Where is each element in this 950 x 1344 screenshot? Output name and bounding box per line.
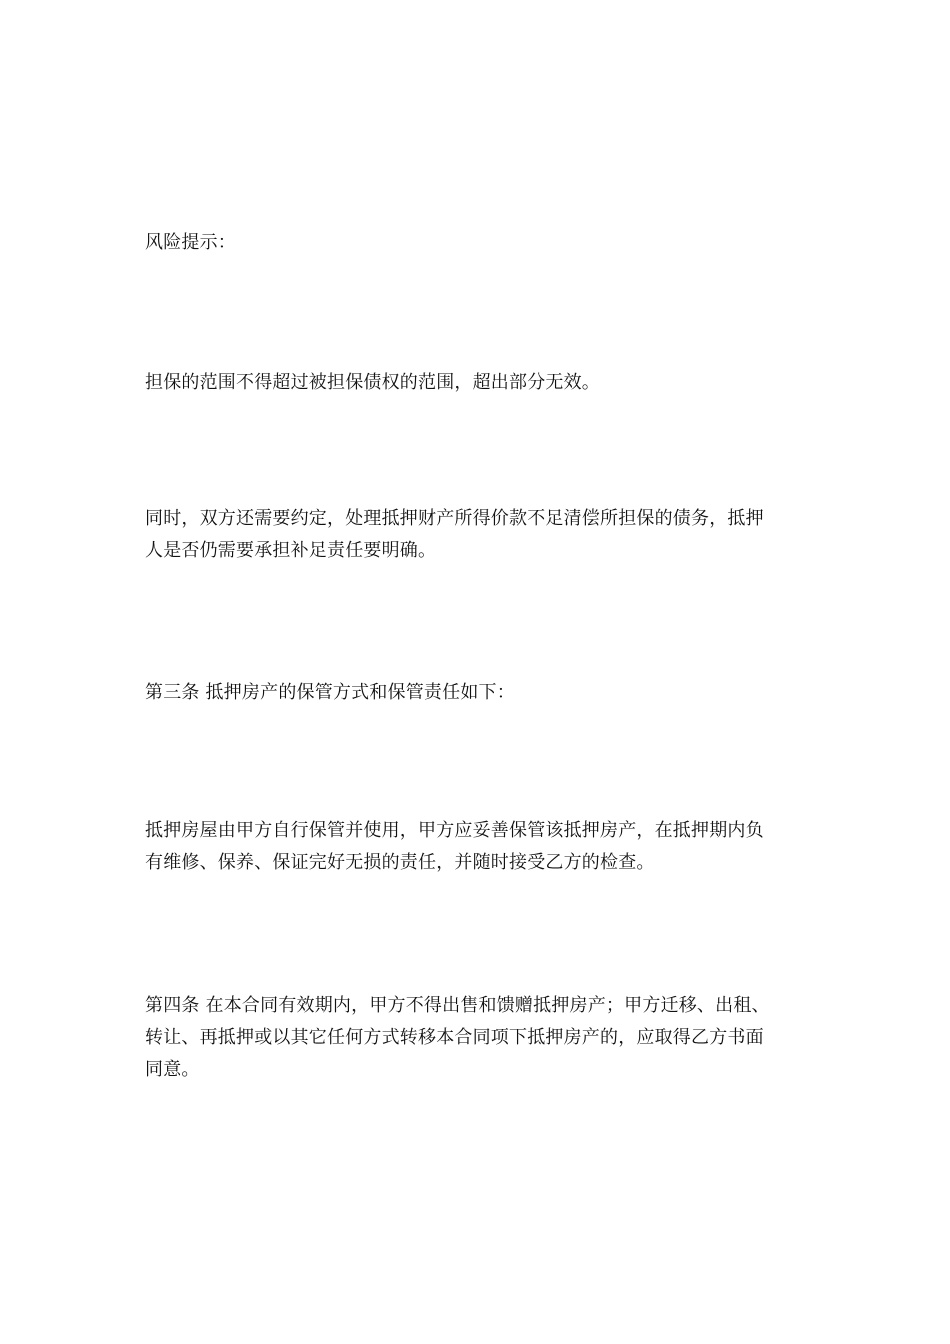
article-three-heading [145,677,805,709]
paragraph-line: 转让、再抵押或以其它任何方式转移本合同项下抵押房产的，应取得乙方书面 [145,1027,764,1048]
paragraph-line: 同意。 [145,1059,200,1080]
guarantee-scope-paragraph [145,367,805,399]
paragraph-line: 担保的范围不得超过被担保债权的范围，超出部分无效。 [145,372,600,393]
custody-responsibility-paragraph [145,815,805,879]
paragraph-line: 人是否仍需要承担补足责任要明确。 [145,540,437,561]
paragraph-line: 有维修、保养、保证完好无损的责任，并随时接受乙方的检查。 [145,852,655,873]
paragraph-line: 第三条 抵押房产的保管方式和保管责任如下： [145,682,515,703]
supplementary-liability-paragraph [145,503,805,567]
paragraph-line: 第四条 在本合同有效期内，甲方不得出售和馈赠抵押房产；甲方迁移、出租、 [145,995,770,1016]
risk-notice-heading [145,227,805,259]
paragraph-line: 风险提示： [145,232,236,253]
paragraph-line: 同时，双方还需要约定，处理抵押财产所得价款不足清偿所担保的债务，抵押 [145,508,764,529]
paragraph-line: 抵押房屋由甲方自行保管并使用，甲方应妥善保管该抵押房产，在抵押期内负 [145,820,764,841]
article-four-paragraph [145,990,805,1086]
